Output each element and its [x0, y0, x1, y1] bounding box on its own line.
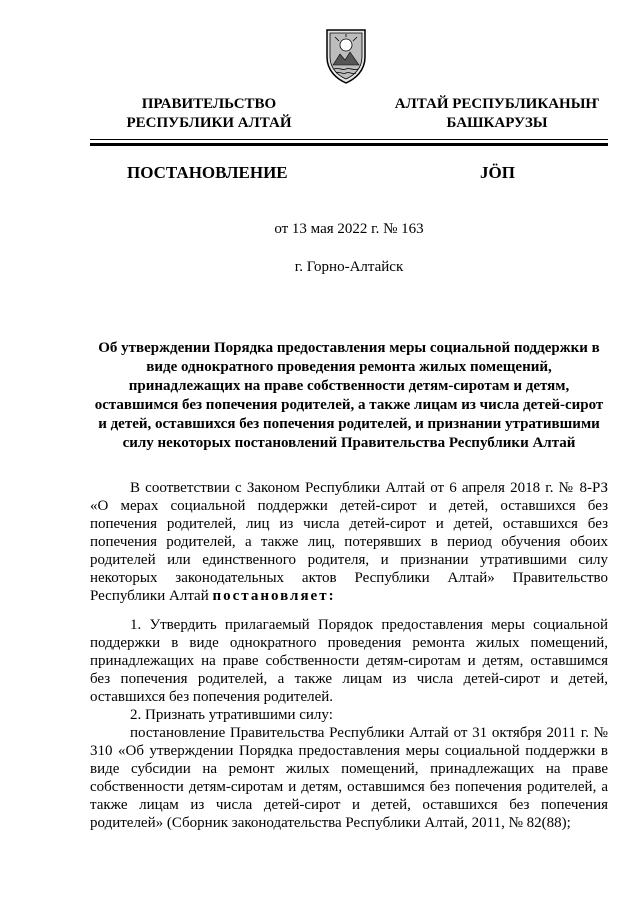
- coat-of-arms-emblem: [323, 27, 369, 85]
- resolution-items: [90, 616, 608, 832]
- item-2-sub-1: постановление Правительства Республики Алтай от 31 октября 2011 г. № 310 «Об утверждении Порядка предоставления меры социальной поддержки в виде субсидии на ремонт жилых помещений, принадлежащих на праве собственности детям-сиротам и детям, оставшимся без попечения родителей, а также лицам из числа детей-сирот и детей, оставшихся без попечения родителей» (Сборник законодательства Республики Алтай, 2011, № 82(88);: [90, 725, 608, 831]
- document-type-russian: ПОСТАНОВЛЕНИЕ: [127, 163, 288, 182]
- preamble-paragraph: [90, 479, 608, 605]
- document-city: г. Горно-Алтайск: [294, 259, 404, 275]
- government-name-line1: ПРАВИТЕЛЬСТВО: [141, 96, 277, 112]
- government-name-line2: РЕСПУБЛИКИ АЛТАЙ: [126, 115, 292, 131]
- document-date-number: от 13 мая 2022 г. № 163: [274, 221, 424, 237]
- preamble-text: В соответствии с Законом Республики Алтай от 6 апреля 2018 г. № 8-РЗ «О мерах социальной поддержки детей-сирот и детей, оставшихся без попечения родителей, лиц из числа детей-сирот и детей, оставшихся без попечения родителей, а также лиц, потерявших в период обучения обоих родителей или единственного родителя, и признании утратившими силу некоторых законодательных актов Республики Алтай» Правительство Республики Алтай: [90, 480, 608, 604]
- item-1: 1. Утвердить прилагаемый Порядок предоставления меры социальной поддержки в виде однократного проведения ремонта жилых помещений, принадлежащих на праве собственности детям-сиротам и детям, оставшимся без попечения родителей, а также лицам из числа детей-сирот и детей, оставшихся без попечения родителей.: [90, 617, 608, 705]
- header-divider-thick: [90, 143, 608, 146]
- document-type-altai: JӦП: [480, 163, 515, 182]
- government-name-russian: [109, 95, 309, 133]
- item-2: 2. Признать утратившими силу:: [130, 707, 333, 723]
- government-name-altai-line2: БАШКАРУЗЫ: [446, 115, 548, 131]
- government-name-altai: [382, 95, 612, 133]
- document-title: Об утверждении Порядка предоставления меры социальной поддержки в виде однократного проведения ремонта жилых помещений, принадлежащих на праве собственности детям-сиротам и детям, оставшимся без попечения родителей, а также лицам из числа детей-сирот и детей, оставшихся без попечения родителей, и признании утратившими силу некоторых постановлений Правительства Республики Алтай: [94, 340, 604, 451]
- header-divider-thin: [90, 139, 608, 140]
- government-name-altai-line1: АЛТАЙ РЕСПУБЛИКАНЫҤ: [394, 96, 600, 112]
- decree-word: постановляет:: [212, 588, 336, 604]
